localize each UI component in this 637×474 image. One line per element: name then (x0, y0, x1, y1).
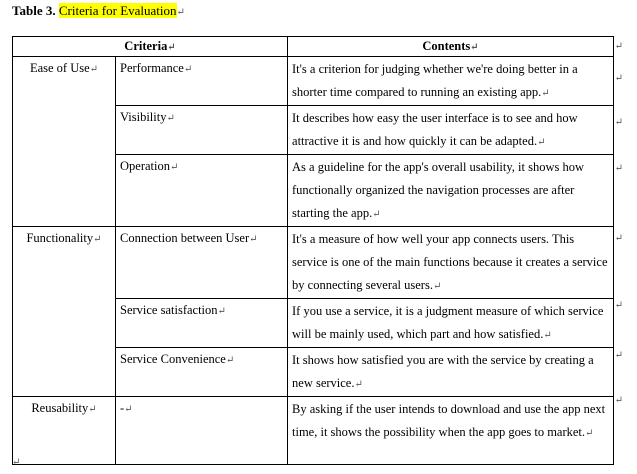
table-number: Table 3. (12, 3, 56, 18)
criterion-cell[interactable]: Operation↵ (116, 155, 288, 227)
cell-mark-icon: ↵ (183, 64, 193, 75)
cell-mark-icon: ↵ (93, 234, 102, 245)
header-contents[interactable]: Contents↵ (288, 37, 614, 57)
row-end-mark-icon: ↵ (614, 73, 623, 84)
content-cell[interactable]: It's a measure of how well your app connects users. This service is one of the main functions because it creates a service by connecting several users.↵ (288, 227, 614, 299)
cell-mark-icon: ↵ (541, 88, 550, 99)
group-cell-ease-of-use[interactable]: Ease of Use↵ (13, 57, 116, 227)
cell-mark-icon: ↵ (88, 404, 97, 415)
cell-mark-icon: ↵ (166, 113, 175, 124)
cell-mark-icon: ↵ (537, 137, 546, 148)
table-header-row (13, 37, 614, 57)
table-row (13, 57, 614, 106)
cell-mark-icon: ↵ (225, 355, 235, 366)
content-cell[interactable]: As a guideline for the app's overall usability, it shows how functionally organized the navigation processes are after starting the app.↵ (288, 155, 614, 227)
row-end-mark-icon: ↵ (614, 350, 623, 361)
evaluation-criteria-table (12, 36, 614, 465)
group-cell-functionality[interactable]: Functionality↵ (13, 227, 116, 397)
cell-mark-icon: ↵ (470, 42, 479, 53)
cell-mark-icon: ↵ (585, 428, 594, 439)
content-cell[interactable]: It shows how satisfied you are with the service by creating a new service.↵ (288, 348, 614, 397)
criterion-cell[interactable]: -↵ (116, 397, 288, 465)
criterion-cell[interactable]: Performance↵ (116, 57, 288, 106)
paragraph-mark-icon: ↵ (176, 7, 185, 18)
group-cell-reusability[interactable]: Reusability↵ (13, 397, 116, 465)
row-end-mark-icon: ↵ (614, 233, 623, 244)
cell-mark-icon: ↵ (167, 42, 176, 53)
cell-mark-icon: ↵ (432, 281, 442, 292)
cell-mark-icon: ↵ (89, 64, 99, 75)
criterion-cell[interactable]: Connection between User↵ (116, 227, 288, 299)
row-end-mark-icon: ↵ (614, 117, 623, 128)
cell-mark-icon: ↵ (354, 379, 363, 390)
criterion-cell[interactable]: Service satisfaction↵ (116, 299, 288, 348)
row-end-mark-icon: ↵ (614, 163, 623, 174)
paragraph-mark-icon: ↵ (12, 457, 21, 468)
row-end-mark-icon: ↵ (614, 41, 623, 52)
table-title[interactable]: Criteria for Evaluation (58, 3, 177, 18)
row-end-mark-icon: ↵ (614, 395, 623, 406)
row-end-mark-icon: ↵ (614, 300, 623, 311)
content-cell[interactable]: If you use a service, it is a judgment measure of which service will be mainly used, which part and how satisfied.↵ (288, 299, 614, 348)
cell-mark-icon: ↵ (372, 209, 381, 220)
table-caption (12, 3, 185, 19)
cell-mark-icon: ↵ (543, 330, 552, 341)
content-cell[interactable]: It's a criterion for judging whether we're doing better in a shorter time compared to running an existing app.↵ (288, 57, 614, 106)
table-row (13, 397, 614, 465)
cell-mark-icon: ↵ (124, 404, 133, 415)
content-cell[interactable]: It describes how easy the user interface is to see and how attractive it is and how quickly it can be adapted.↵ (288, 106, 614, 155)
header-criteria[interactable]: Criteria↵ (13, 37, 288, 57)
criterion-cell[interactable]: Service Convenience↵ (116, 348, 288, 397)
cell-mark-icon: ↵ (249, 234, 258, 245)
content-cell[interactable]: By asking if the user intends to download and use the app next time, it shows the possibility when the app goes to market.↵ (288, 397, 614, 465)
cell-mark-icon: ↵ (169, 162, 179, 173)
table-row (13, 227, 614, 299)
cell-mark-icon: ↵ (217, 306, 226, 317)
criterion-cell[interactable]: Visibility↵ (116, 106, 288, 155)
